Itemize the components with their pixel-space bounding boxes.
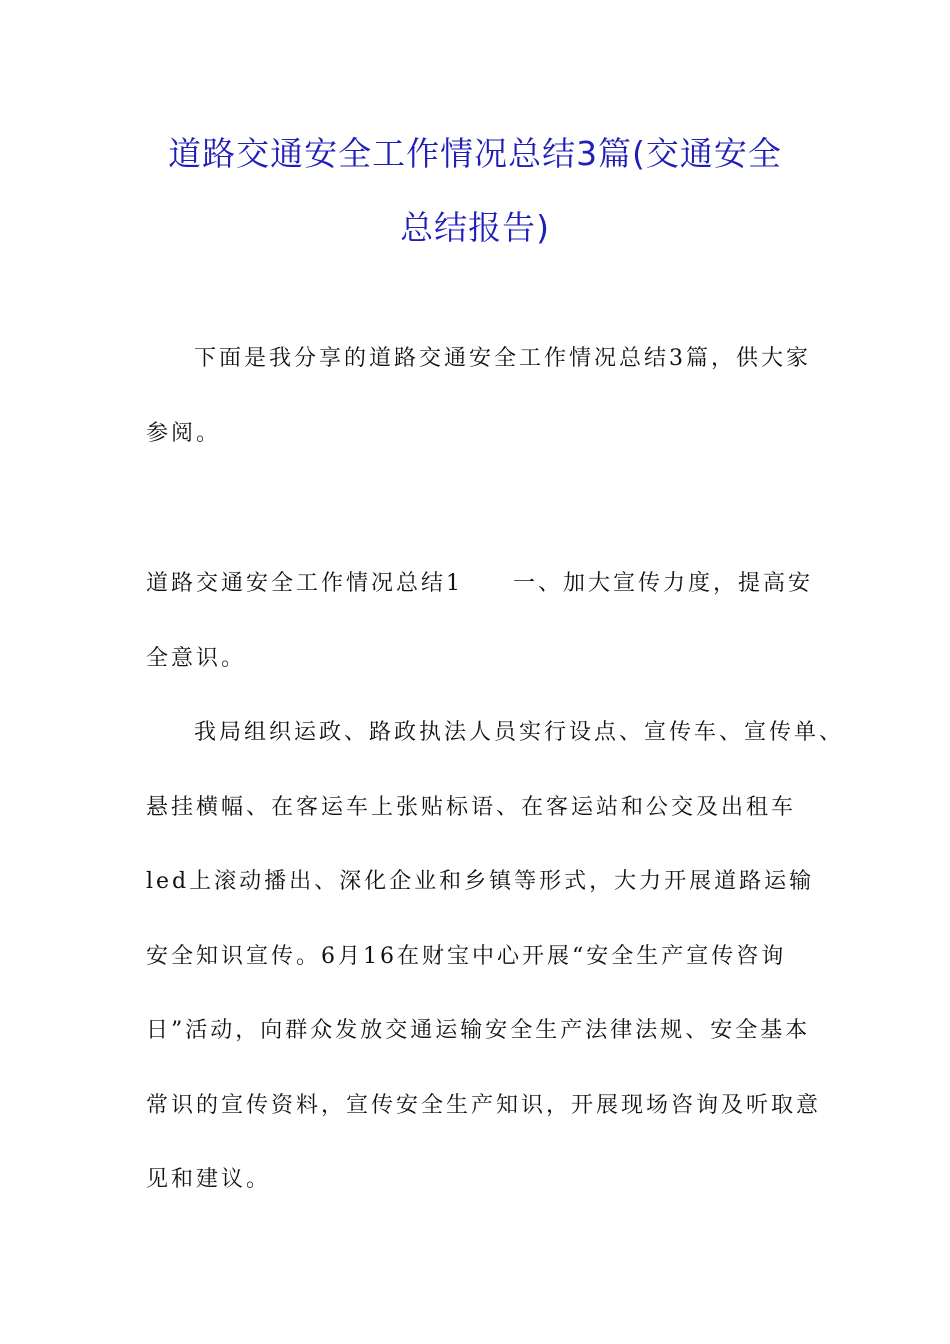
document-title-line-2: 总结报告) xyxy=(400,208,550,247)
paragraph-line-6: 常识的宣传资料，宣传安全生产知识，开展现场咨询及听取意 xyxy=(146,1093,822,1118)
paragraph-line-1: 我局组织运政、路政执法人员实行设点、宣传车、宣传单、 xyxy=(194,720,845,745)
paragraph-line-2: 悬挂横幅、在客运车上张贴标语、在客运站和公交及出租车 xyxy=(146,795,797,820)
section1-heading-line-2: 全意识。 xyxy=(146,646,247,671)
paragraph-line-7: 见和建议。 xyxy=(146,1167,272,1192)
paragraph-line-5: 日”活动，向群众发放交通运输安全生产法律法规、安全基本 xyxy=(146,1018,811,1043)
document-title-line-1: 道路交通安全工作情况总结3篇(交通安全 xyxy=(168,134,782,173)
paragraph-line-4: 安全知识宣传。6月16在财宝中心开展“安全生产宣传咨询 xyxy=(146,944,787,969)
section1-heading-line-1: 道路交通安全工作情况总结1 一、加大宣传力度，提高安 xyxy=(146,571,813,596)
paragraph-line-3: led上滚动播出、深化企业和乡镇等形式，大力开展道路运输 xyxy=(146,869,815,894)
intro-line-1: 下面是我分享的道路交通安全工作情况总结3篇，供大家 xyxy=(194,346,811,371)
intro-line-2: 参阅。 xyxy=(146,421,222,446)
